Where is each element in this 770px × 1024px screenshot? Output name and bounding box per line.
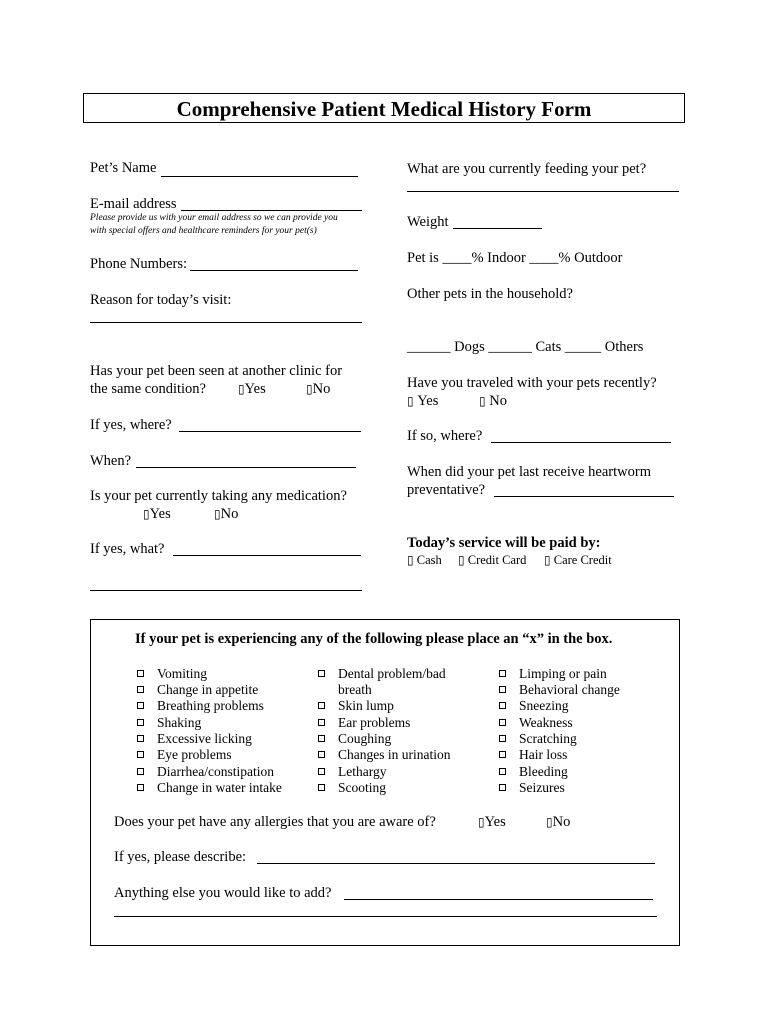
symptom-label: Bleeding <box>519 764 568 779</box>
weight-label: Weight <box>407 214 449 230</box>
medication-question: Is your pet currently taking any medication? <box>90 488 347 504</box>
allergies-question: Does your pet have any allergies that you are aware of? <box>114 814 436 830</box>
reason-field[interactable] <box>90 322 362 323</box>
phone-field[interactable] <box>190 270 358 271</box>
checkbox-icon[interactable]: ▯ <box>306 382 313 396</box>
payment-cash-option[interactable] <box>407 553 442 568</box>
symptom-coughing[interactable] <box>318 731 391 747</box>
checkbox-icon[interactable] <box>318 719 325 726</box>
checkbox-icon[interactable] <box>137 751 144 758</box>
checkbox-icon[interactable] <box>318 670 325 677</box>
symptom-limping-or-pain[interactable] <box>499 666 607 682</box>
payment-care-credit-option[interactable] <box>544 553 612 568</box>
if-so-where-field[interactable] <box>491 442 671 443</box>
payment-credit-card-label: Credit Card <box>467 553 527 567</box>
checkbox-icon[interactable] <box>137 768 144 775</box>
when-field[interactable] <box>136 467 356 468</box>
checkbox-icon[interactable] <box>499 735 506 742</box>
symptom-label: Change in water intake <box>157 780 282 795</box>
checkbox-icon[interactable] <box>499 768 506 775</box>
checkbox-icon[interactable]: ▯ <box>407 394 414 408</box>
checkbox-icon[interactable] <box>499 751 506 758</box>
when-label: When? <box>90 453 132 469</box>
heartworm-question-line-2: preventative? <box>407 482 486 498</box>
checkbox-icon[interactable] <box>318 784 325 791</box>
pets-count-line: ______ Dogs ______ Cats _____ Others <box>407 339 644 355</box>
symptom-label: Change in appetite <box>157 682 259 697</box>
symptom-bleeding[interactable] <box>499 764 568 780</box>
symptom-label: Limping or pain <box>519 666 607 681</box>
checkbox-icon[interactable] <box>137 735 144 742</box>
checkbox-icon[interactable]: ▯ <box>458 553 465 567</box>
where-field[interactable] <box>179 431 361 432</box>
symptom-label: Coughing <box>338 731 392 746</box>
symptom-label: Scratching <box>519 731 577 746</box>
pet-name-field[interactable] <box>161 176 358 177</box>
symptom-label: Changes in urination <box>338 747 451 762</box>
symptom-label: Excessive licking <box>157 731 252 746</box>
anything-else-field-line-2[interactable] <box>114 916 657 917</box>
allergies-no-option[interactable] <box>546 814 570 831</box>
checkbox-icon[interactable] <box>137 784 144 791</box>
symptom-label: Lethargy <box>338 764 387 779</box>
seen-no-label: No <box>312 381 331 397</box>
checkbox-icon[interactable]: ▯ <box>479 394 486 408</box>
symptom-eye-problems[interactable] <box>137 747 232 763</box>
describe-label: If yes, please describe: <box>114 849 247 865</box>
symptom-seizures[interactable] <box>499 780 565 796</box>
symptom-scooting[interactable] <box>318 780 386 796</box>
traveled-no-label: No <box>489 393 507 409</box>
checkbox-icon[interactable] <box>318 751 325 758</box>
symptoms-heading: If your pet is experiencing any of the following please place an “x” in the box. <box>135 631 613 647</box>
medication-yes-option[interactable] <box>143 506 171 523</box>
form-title: Comprehensive Patient Medical History Form <box>176 97 592 121</box>
symptom-ear-problems[interactable] <box>318 715 410 731</box>
email-field[interactable] <box>181 210 362 211</box>
symptom-label: Diarrhea/constipation <box>157 764 274 779</box>
medication-yes-label: Yes <box>149 506 171 522</box>
phone-label: Phone Numbers: <box>90 256 188 272</box>
anything-else-label: Anything else you would like to add? <box>114 885 332 901</box>
indoor-outdoor-line: Pet is ____% Indoor ____% Outdoor <box>407 250 623 266</box>
symptom-dental-problem-line-2: breath <box>338 682 372 697</box>
checkbox-icon[interactable]: ▯ <box>238 382 245 396</box>
seen-no-option[interactable] <box>306 381 330 398</box>
email-label: E-mail address <box>90 196 177 212</box>
checkbox-icon[interactable] <box>318 735 325 742</box>
checkbox-icon[interactable]: ▯ <box>143 507 150 521</box>
seen-yes-option[interactable] <box>238 381 266 398</box>
checkbox-icon[interactable] <box>318 768 325 775</box>
payment-cash-label: Cash <box>416 553 442 567</box>
symptom-scratching[interactable] <box>499 731 577 747</box>
symptom-label: Dental problem/bad <box>338 666 446 681</box>
symptom-breathing-problems[interactable] <box>137 698 264 714</box>
seen-question-line-1: Has your pet been seen at another clinic for <box>90 363 343 379</box>
payment-title: Today’s service will be paid by: <box>407 535 601 551</box>
describe-field[interactable] <box>257 863 655 864</box>
checkbox-icon[interactable] <box>499 719 506 726</box>
symptom-diarrhea-constipation[interactable] <box>137 764 274 780</box>
symptom-excessive-licking[interactable] <box>137 731 252 747</box>
payment-credit-card-option[interactable] <box>458 553 526 568</box>
symptom-lethargy[interactable] <box>318 764 386 780</box>
checkbox-icon[interactable]: ▯ <box>214 507 221 521</box>
email-note-line-2: with special offers and healthcare reminders for your pet(s) <box>90 226 317 236</box>
symptom-label: Shaking <box>157 715 202 730</box>
seen-yes-label: Yes <box>244 381 266 397</box>
checkbox-icon[interactable] <box>137 670 144 677</box>
symptom-label: Scooting <box>338 780 387 795</box>
other-pets-question: Other pets in the household? <box>407 286 573 302</box>
symptom-change-in-water-intake[interactable] <box>137 780 282 796</box>
checkbox-icon[interactable] <box>137 686 144 693</box>
traveled-no-option[interactable] <box>479 393 507 410</box>
reason-label: Reason for today’s visit: <box>90 292 232 308</box>
traveled-yes-label: Yes <box>417 393 439 409</box>
what-field-line-2[interactable] <box>90 590 362 591</box>
medication-no-option[interactable] <box>214 506 238 523</box>
allergies-no-label: No <box>552 814 571 830</box>
checkbox-icon[interactable] <box>318 702 325 709</box>
title-box <box>83 93 685 123</box>
symptom-hair-loss[interactable] <box>499 747 567 763</box>
symptom-skin-lump[interactable] <box>318 698 394 714</box>
symptom-behavioral-change[interactable] <box>499 682 620 698</box>
symptom-label: Weakness <box>519 715 573 730</box>
checkbox-icon[interactable] <box>499 670 506 677</box>
symptom-dental-problem[interactable] <box>318 666 446 682</box>
symptom-change-in-appetite[interactable] <box>137 682 258 698</box>
what-field[interactable] <box>173 555 361 556</box>
traveled-yes-option[interactable] <box>407 393 438 410</box>
heartworm-field[interactable] <box>494 496 674 497</box>
symptom-label: Behavioral change <box>519 682 620 697</box>
symptom-label: Vomiting <box>157 666 208 681</box>
symptom-changes-in-urination[interactable] <box>318 747 450 763</box>
feeding-question: What are you currently feeding your pet? <box>407 161 647 177</box>
allergies-yes-option[interactable] <box>478 814 506 831</box>
traveled-question: Have you traveled with your pets recently? <box>407 375 657 391</box>
symptom-label: Skin lump <box>338 698 394 713</box>
allergies-yes-label: Yes <box>484 814 506 830</box>
checkbox-icon[interactable] <box>137 719 144 726</box>
checkbox-icon[interactable] <box>499 686 506 693</box>
what-label: If yes, what? <box>90 541 165 557</box>
checkbox-icon[interactable]: ▯ <box>546 815 553 829</box>
pet-name-label: Pet’s Name <box>90 160 157 176</box>
checkbox-icon[interactable] <box>499 784 506 791</box>
payment-care-credit-label: Care Credit <box>553 553 612 567</box>
symptom-weakness[interactable] <box>499 715 573 731</box>
symptom-label: Hair loss <box>519 747 568 762</box>
symptom-sneezing[interactable] <box>499 698 569 714</box>
symptom-vomiting[interactable] <box>137 666 207 682</box>
weight-field[interactable] <box>453 228 542 229</box>
checkbox-icon[interactable] <box>499 702 506 709</box>
checkbox-icon[interactable]: ▯ <box>544 553 551 567</box>
email-note-line-1: Please provide us with your email address so we can provide you <box>90 213 338 223</box>
symptom-label: Breathing problems <box>157 698 264 713</box>
checkbox-icon[interactable]: ▯ <box>478 815 485 829</box>
anything-else-field[interactable] <box>344 899 653 900</box>
feeding-field[interactable] <box>407 191 679 192</box>
checkbox-icon[interactable]: ▯ <box>407 553 414 567</box>
symptom-label: Sneezing <box>519 698 569 713</box>
heartworm-question-line-1: When did your pet last receive heartworm <box>407 464 651 480</box>
where-label: If yes, where? <box>90 417 172 433</box>
if-so-where-label: If so, where? <box>407 428 483 444</box>
symptom-label: Eye problems <box>157 747 232 762</box>
medication-no-label: No <box>220 506 239 522</box>
symptom-label: Ear problems <box>338 715 411 730</box>
symptom-label: Seizures <box>519 780 565 795</box>
checkbox-icon[interactable] <box>137 702 144 709</box>
seen-question-line-2: the same condition? <box>90 381 206 397</box>
symptom-shaking[interactable] <box>137 715 201 731</box>
